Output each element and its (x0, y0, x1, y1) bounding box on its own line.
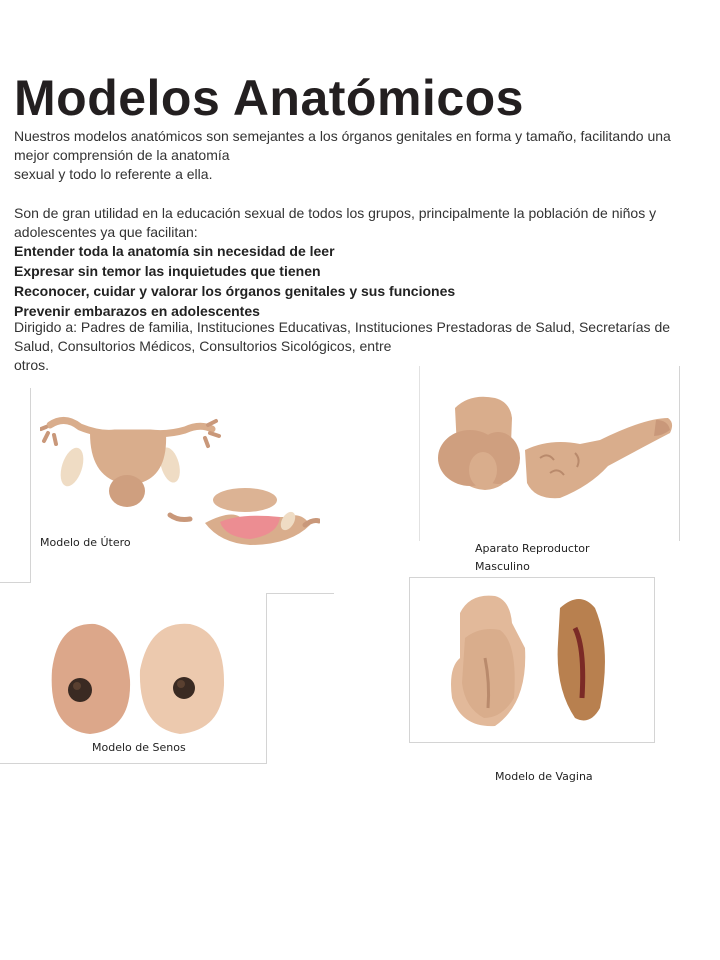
frame-line (0, 763, 266, 764)
benefit-item: Entender toda la anatomía sin necesidad de leer (14, 243, 335, 259)
male-caption-line-1: Aparato Reproductor (475, 542, 590, 555)
vagina-model-image (440, 588, 630, 738)
intro-line-1: Nuestros modelos anatómicos son semejantes a los órganos genitales en forma y tamaño, facilitando una (14, 128, 671, 144)
audience-line-3: otros. (14, 357, 50, 373)
benefit-item: Prevenir embarazos en adolescentes (14, 303, 260, 319)
uterus-model-image (40, 405, 320, 555)
vagina-caption: Modelo de Vagina (495, 770, 593, 783)
male-model-image (430, 388, 680, 513)
male-caption-line-2: Masculino (475, 560, 530, 573)
usage-line-1: Son de gran utilidad en la educación sexual de todos los grupos, principalmente la población de niños y (14, 205, 657, 221)
intro-line-2: mejor comprensión de la anatomía (14, 147, 230, 163)
audience-line-2: Salud, Consultorios Médicos, Consultorios Sicológicos, entre (14, 338, 392, 354)
usage-line-2: adolescentes ya que facilitan: (14, 224, 198, 240)
page-title: Modelos Anatómicos (14, 70, 524, 126)
frame-line (419, 366, 420, 541)
audience-line-1: Dirigido a: Padres de familia, Instituciones Educativas, Instituciones Prestadoras de Salud, Secretarías de (14, 319, 671, 335)
breast-model-image (40, 610, 240, 745)
benefit-item: Expresar sin temor las inquietudes que tienen (14, 263, 321, 279)
benefit-item: Reconocer, cuidar y valorar los órganos genitales y sus funciones (14, 283, 456, 299)
breast-caption: Modelo de Senos (92, 741, 186, 754)
frame-line (266, 593, 334, 594)
frame-line (30, 388, 31, 582)
frame-line (266, 593, 267, 764)
intro-line-3: sexual y todo lo referente a ella. (14, 166, 213, 182)
uterus-caption: Modelo de Útero (40, 536, 131, 549)
frame-line (0, 582, 31, 583)
